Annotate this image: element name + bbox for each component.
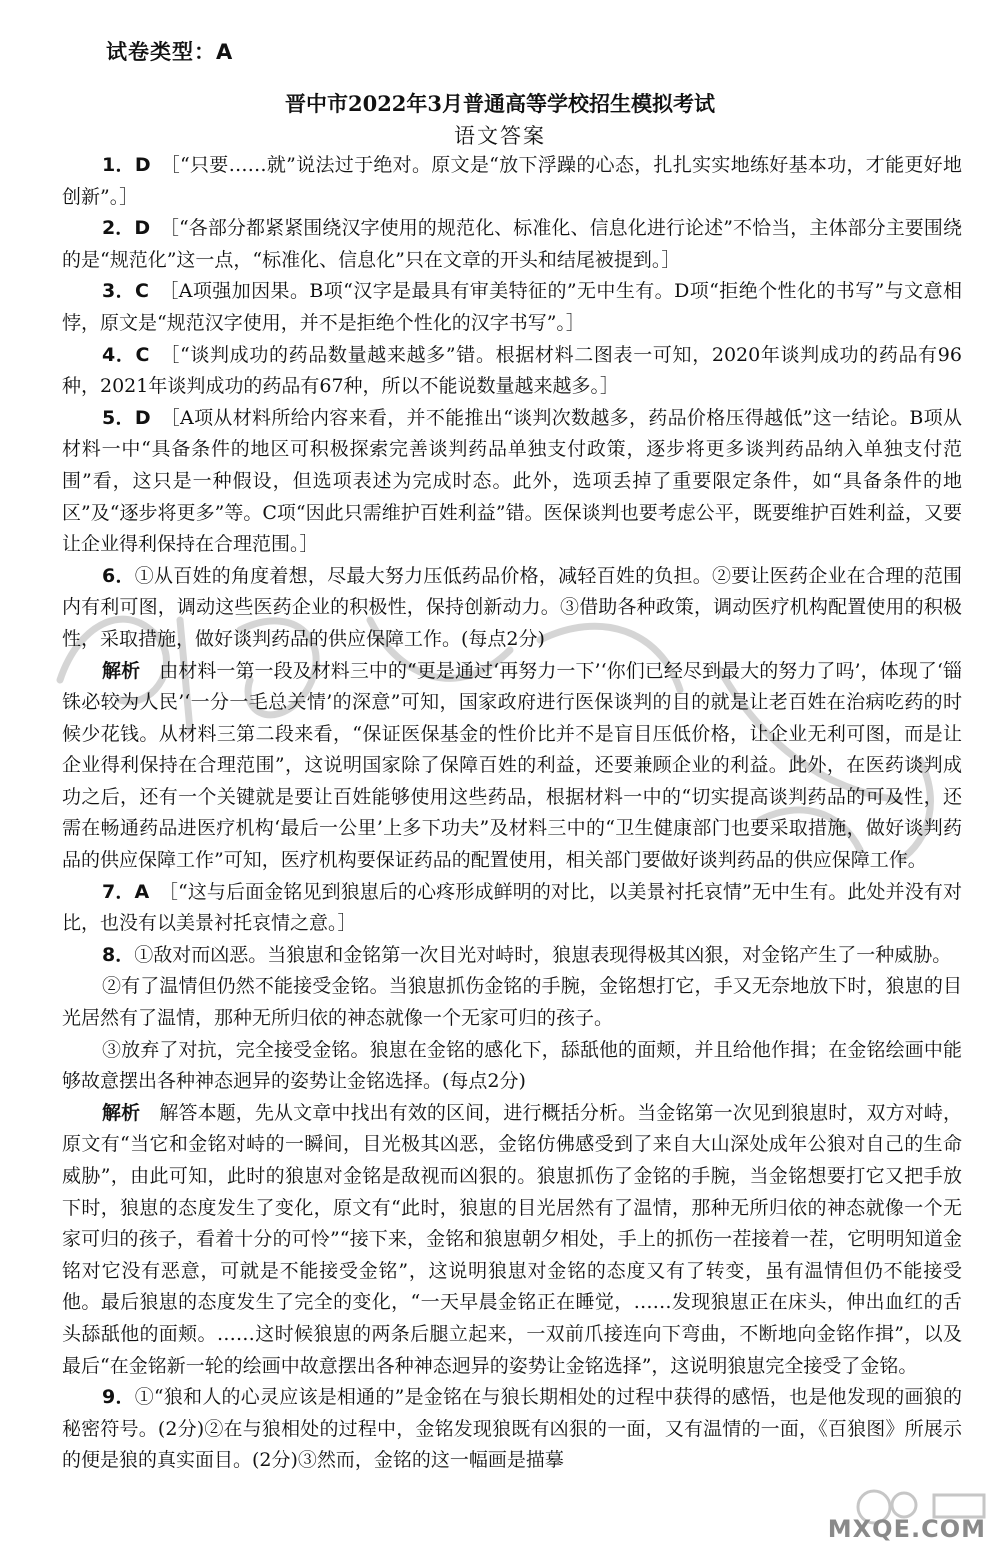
analysis-8 <box>62 1098 962 1382</box>
answer-number: 1．D <box>102 154 151 176</box>
answer-3 <box>62 276 962 339</box>
answer-text: ［“只要……就”说法过于绝对。原文是“放下浮躁的心态，扎扎实实地练好基本功，才能更好地创新”。］ <box>62 154 962 208</box>
analysis-label: 解析 <box>102 659 141 682</box>
exam-title: 晋中市2022年3月普通高等学校招生模拟考试 <box>284 91 716 116</box>
answer-number: 4．C <box>102 343 150 366</box>
answer-text: ［“这与后面金铭见到狼崽后的心疼形成鲜明的对比，以美景衬托哀情”无中生有。此处并没有对比，也没有以美景衬托哀情之意。］ <box>62 880 962 935</box>
answer-text: ［A项从材料所给内容来看，并不能推出“谈判次数越多，药品价格压得越低”这一结论。B项从材料一中“具备条件的地区可积极探索完善谈判药品单独支付政策，逐步将更多谈判药品纳入单独支付范围”看，这只是一种假设，但选项表述为完成时态。此外，选项丢掉了重要限定条件，如“具备条件的地区”及“逐步将更多”等。C项“因此只需维护百姓利益”错。医保谈判也要考虑公平，既要维护百姓利益，又要让企业得利保持在合理范围。］ <box>62 406 962 556</box>
answer-7 <box>62 877 962 940</box>
site-logo-text: MXQE.COM <box>827 1515 986 1543</box>
answer-text: ①从百姓的角度着想，尽最大努力压低药品价格，减轻百姓的负担。②要让医药企业在合理的范围内有利可图，调动这些医药企业的积极性，保持创新动力。③借助各种政策，调动医疗机构配置使用的积极性，采取措施，做好谈判药品的供应保障工作。(每点2分) <box>62 564 962 650</box>
answer-1 <box>62 150 962 213</box>
answer-number: 8． <box>102 943 135 966</box>
answer-number: 7．A <box>102 880 150 903</box>
answer-8-point-2 <box>62 971 962 1034</box>
answer-text: ［“谈判成功的药品数量越来越多”错。根据材料二图表一可知，2020年谈判成功的药品有96种，2021年谈判成功的药品有67种，所以不能说数量越来越多。］ <box>62 343 962 398</box>
analysis-label: 解析 <box>102 1101 141 1124</box>
answer-number: 5．D <box>102 406 151 429</box>
answer-9 <box>62 1382 962 1477</box>
answer-body <box>62 150 962 1477</box>
analysis-text: 解答本题，先从文章中找出有效的区间，进行概括分析。当金铭第一次见到狼崽时，双方对峙，原文有“当它和金铭对峙的一瞬间，目光极其凶恶，金铭仿佛感受到了来自大山深处成年公狼对自己的生命威胁”，由此可知，此时的狼崽对金铭是敌视而凶狠的。狼崽抓伤了金铭的手腕，当金铭想要打它又把手放下时，狼崽的态度发生了变化，原文有“此时，狼崽的目光居然有了温情，那种无所归依的神态就像一个无家可归的孩子，看着十分的可怜”“接下来，金铭和狼崽朝夕相处，手上的抓伤一茬接着一茬，它明明知道金铭对它没有恶意，可就是不能接受金铭”，这说明狼崽对金铭的态度又有了转变，虽有温情但仍不能接受他。最后狼崽的态度发生了完全的变化，“一天早晨金铭正在睡觉，……发现狼崽正在床头，伸出血红的舌头舔舐他的面颊。……这时候狼崽的两条后腿立起来，一双前爪接连向下弯曲，不断地向金铭作揖”，以及最后“在金铭新一轮的绘画中故意摆出各种神态迥异的姿势让金铭选择”，这说明狼崽完全接受了金铭。 <box>62 1101 962 1377</box>
answer-number: 3．C <box>102 280 149 303</box>
answer-text: ①“狼和人的心灵应该是相通的”是金铭在与狼长期相处的过程中获得的感悟，也是他发现的画狼的秘密符号。(2分)②在与狼相处的过程中，金铭发现狼既有凶狠的一面，又有温情的一面，《百狼图》所展示的便是狼的真实面目。(2分)③然而，金铭的这一幅画是描摹 <box>62 1386 962 1472</box>
analysis-6 <box>62 656 962 877</box>
answer-8-point-3 <box>62 1035 962 1098</box>
answer-4 <box>62 340 962 403</box>
answer-number: 2．D <box>102 217 151 240</box>
answer-6 <box>62 561 962 656</box>
answer-5 <box>62 403 962 561</box>
answer-text: ［A项强加因果。B项“汉字是最具有审美特征的”无中生有。D项“拒绝个性化的书写”与文意相悖，原文是“规范汉字使用，并不是拒绝个性化的汉字书写”。］ <box>62 280 962 334</box>
answer-text: ①敌对而凶恶。当狼崽和金铭第一次目光对峙时，狼崽表现得极其凶狠，对金铭产生了一种威胁。 <box>134 943 952 966</box>
answer-number: 9． <box>102 1386 135 1409</box>
answer-number: 6． <box>102 564 135 587</box>
answer-text: ②有了温情但仍然不能接受金铭。当狼崽抓伤金铭的手腕，金铭想打它，手又无奈地放下时，狼崽的目光居然有了温情，那种无所归依的神态就像一个无家可归的孩子。 <box>62 975 962 1030</box>
answer-text: ③放弃了对抗，完全接受金铭。狼崽在金铭的感化下，舔舐他的面颊，并且给他作揖；在金铭绘画中能够故意摆出各种神态迥异的姿势让金铭选择。(每点2分) <box>62 1038 962 1093</box>
paper-type-label: 试卷类型：A <box>106 40 234 64</box>
answer-2 <box>62 213 962 276</box>
analysis-text: 由材料一第一段及材料三中的“更是通过‘再努力一下’‘你们已经尽到最大的努力了吗’，体现了‘锱铢必较为人民’‘一分一毛总关情’的深意”可知，国家政府进行医保谈判的目的就是让老百姓在治病吃药的时候少花钱。从材料三第二段来看，“保证医保基金的性价比并不是盲目压低价格，让企业无利可图，而是让企业得利保持在合理范围”，这说明国家除了保障百姓的利益，还要兼顾企业的利益。此外，在医药谈判成功之后，还有一个关键就是要让百姓能够使用这些药品，根据材料一中的“切实提高谈判药品的可及性，还需在畅通药品进医疗机构‘最后一公里’上多下功夫”及材料三中的“卫生健康部门也要采取措施，做好谈判药品的供应保障工作”可知，医疗机构要保证药品的配置使用，相关部门要做好谈判药品的供应保障工作。 <box>62 659 962 872</box>
answer-8 <box>62 940 962 972</box>
answer-text: ［“各部分都紧紧围绕汉字使用的规范化、标准化、信息化进行论述”不恰当，主体部分主要围绕的是“规范化”这一点，“标准化、信息化”只在文章的开头和结尾被提到。］ <box>62 217 962 271</box>
exam-subtitle: 语文答案 <box>454 124 546 148</box>
